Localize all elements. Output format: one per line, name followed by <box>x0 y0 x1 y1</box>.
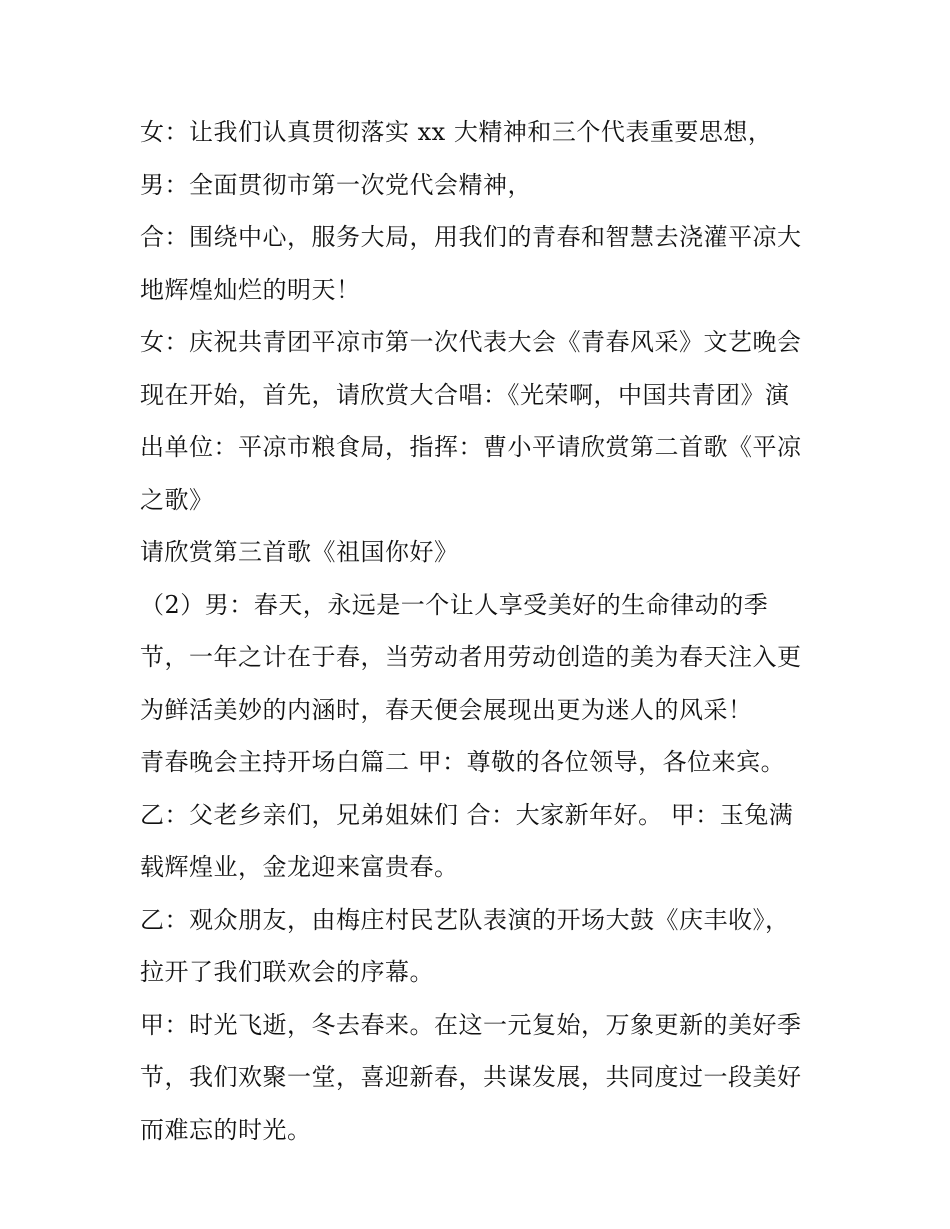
text-line: 青春晚会主持开场白篇二 甲：尊敬的各位领导，各位来宾。 <box>140 748 786 776</box>
text-line: 节，一年之计在于春，当劳动者用劳动创造的美为春天注入更 <box>140 643 802 671</box>
text-line: 节，我们欢聚一堂，喜迎新春，共谋发展，共同度过一段美好 <box>140 1063 802 1091</box>
text-line: 拉开了我们联欢会的序幕。 <box>140 958 434 986</box>
text-line: 合：围绕中心，服务大局，用我们的青春和智慧去浇灌平凉大 <box>140 223 802 251</box>
text-line: 地辉煌灿烂的明天！ <box>140 275 361 304</box>
text-line: （2）男：春天，永远是一个让人享受美好的生命律动的季 <box>140 590 769 619</box>
text-line: 女：庆祝共青团平凉市第一次代表大会《青春风采》文艺晚会 <box>140 328 802 356</box>
text-line: 男：全面贯彻市第一次党代会精神， <box>140 170 532 199</box>
document-body <box>140 106 820 1156</box>
text-line: 请欣赏第三首歌《祖国你好》 <box>140 538 459 566</box>
text-line: 甲：时光飞逝，冬去春来。在这一元复始，万象更新的美好季 <box>140 1010 802 1039</box>
text-line: 之歌》 <box>140 485 214 514</box>
text-line: 女：让我们认真贯彻落实 xx 大精神和三个代表重要思想， <box>140 118 773 146</box>
text-line: 现在开始，首先，请欣赏大合唱：《光荣啊，中国共青团》演 <box>140 380 790 409</box>
text-line: 载辉煌业，金龙迎来富贵春。 <box>140 853 459 881</box>
text-line: 乙：父老乡亲们，兄弟姐妹们 合：大家新年好。 甲：玉兔满 <box>140 800 794 829</box>
text-line: 为鲜活美妙的内涵时，春天便会展现出更为迷人的风采！ <box>140 695 753 724</box>
text-line: 而难忘的时光。 <box>140 1115 312 1144</box>
text-line: 出单位：平凉市粮食局，指挥：曹小平请欣赏第二首歌《平凉 <box>140 433 802 461</box>
text-line: 乙：观众朋友，由梅庄村民艺队表演的开场大鼓《庆丰收》， <box>140 905 790 934</box>
